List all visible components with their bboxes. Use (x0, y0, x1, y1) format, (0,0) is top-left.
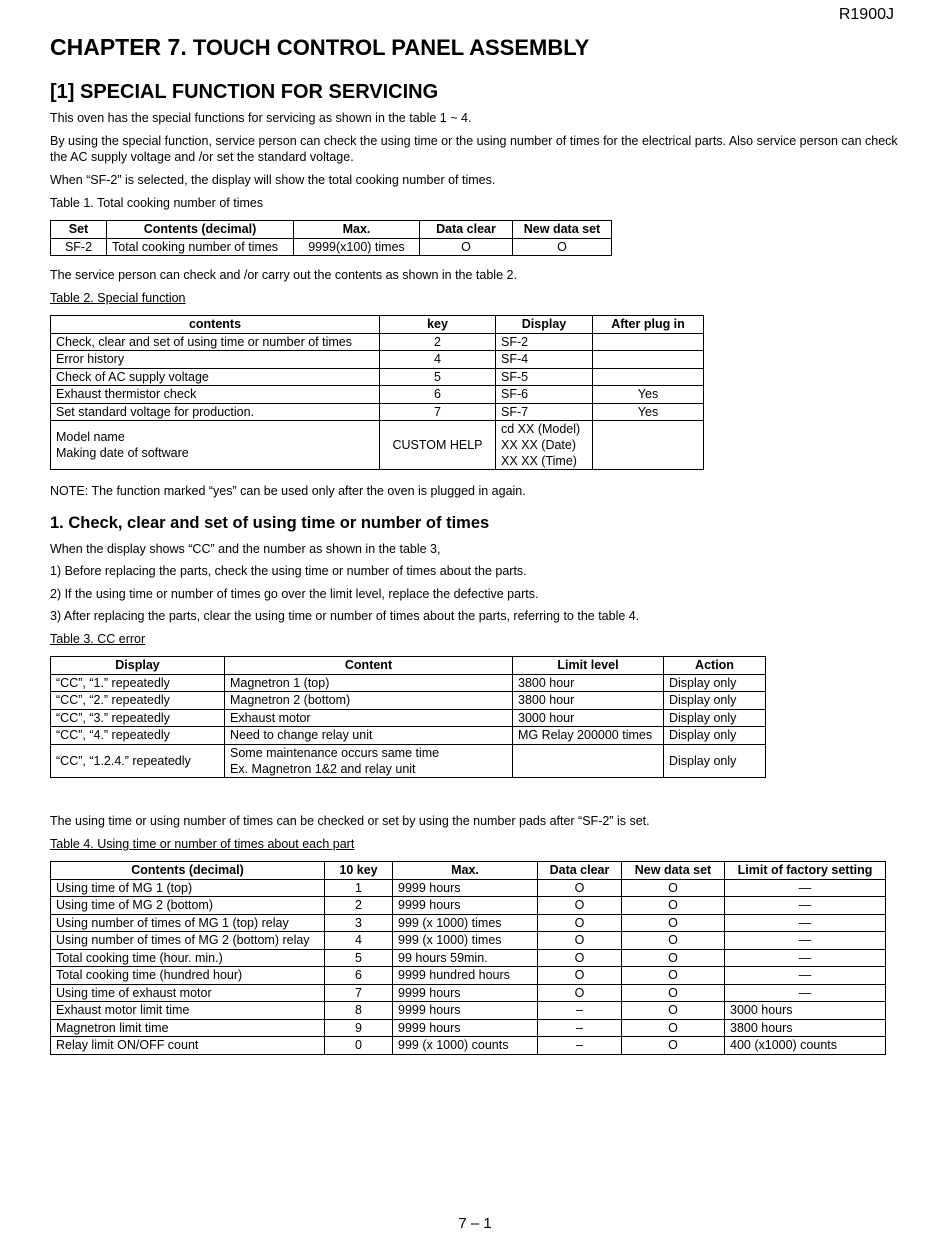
table-cell: Using time of exhaust motor (51, 984, 325, 1002)
table-cell: Magnetron 2 (bottom) (225, 692, 513, 710)
table-cell: “CC”, “3.” repeatedly (51, 709, 225, 727)
model-number: R1900J (838, 6, 894, 23)
table-cell: 1 (325, 879, 393, 897)
table-cell: Magnetron limit time (51, 1019, 325, 1037)
table-cell: 9999 hundred hours (393, 967, 538, 985)
table-cell: MG Relay 200000 times (513, 727, 664, 745)
table-row (51, 1019, 886, 1037)
table-cell: – (538, 1002, 622, 1020)
table-cell (51, 421, 380, 470)
table-cell: 9999 hours (393, 1002, 538, 1020)
table-header-cell: Data clear (538, 862, 622, 880)
cc-step-2: 2) If the using time or number of times go over the limit level, replace the defective parts. (50, 587, 539, 601)
table-header-cell: key (380, 316, 496, 334)
table-header-cell: Max. (294, 221, 420, 239)
table-cell: — (725, 914, 886, 932)
table-cell: O (622, 932, 725, 950)
table3-caption: Table 3. CC error (50, 632, 146, 646)
table-header-cell: Max. (393, 862, 538, 880)
table-row (51, 674, 766, 692)
table-header-cell: Display (51, 657, 225, 675)
table-cell: Yes (593, 386, 704, 404)
cell-line: cd XX (Model) (501, 422, 581, 436)
table-header-cell: Contents (decimal) (51, 862, 325, 880)
table-row (51, 744, 766, 777)
table-row (51, 386, 704, 404)
table-cell: 400 (x1000) counts (725, 1037, 886, 1055)
table2-caption: Table 2. Special function (50, 291, 186, 305)
table-cell: Using number of times of MG 1 (top) relay (51, 914, 325, 932)
table-cell: 999 (x 1000) times (393, 914, 538, 932)
table-header-cell: Content (225, 657, 513, 675)
table-row (51, 949, 886, 967)
table-cell: SF-7 (496, 403, 593, 421)
table-header-cell: Data clear (420, 221, 513, 239)
table-header-row (51, 221, 612, 239)
chapter-title (50, 34, 589, 61)
table-4 (50, 861, 886, 1055)
table-cell (593, 421, 704, 470)
table-header-cell: New data set (622, 862, 725, 880)
table-cell: 6 (325, 967, 393, 985)
table-cell: 7 (380, 403, 496, 421)
table-3 (50, 656, 766, 778)
table-header-cell: Limit level (513, 657, 664, 675)
table1-caption: Table 1. Total cooking number of times (50, 196, 264, 210)
table-cell: “CC”, “1.” repeatedly (51, 674, 225, 692)
table-cell: “CC”, “4.” repeatedly (51, 727, 225, 745)
table-cell: 99 hours 59min. (393, 949, 538, 967)
table-1 (50, 220, 612, 256)
table-cell: SF-6 (496, 386, 593, 404)
table-cell: 7 (325, 984, 393, 1002)
table-row (51, 351, 704, 369)
cc-intro: When the display shows “CC” and the number as shown in the table 3, (50, 542, 441, 556)
table-cell: Relay limit ON/OFF count (51, 1037, 325, 1055)
table-cell (513, 744, 664, 777)
table-cell: O (538, 949, 622, 967)
intro-paragraph-1: This oven has the special functions for servicing as shown in the table 1 ~ 4. (50, 111, 472, 125)
table-cell: O (622, 914, 725, 932)
table4-caption: Table 4. Using time or number of times about each part (50, 837, 355, 851)
table-row (51, 914, 886, 932)
table-cell: 5 (380, 368, 496, 386)
table-cell: Using time of MG 1 (top) (51, 879, 325, 897)
chapter-number: CHAPTER 7. (50, 34, 187, 60)
table-cell: 9999 hours (393, 897, 538, 915)
table-cell: SF-2 (51, 238, 107, 256)
table-cell: SF-4 (496, 351, 593, 369)
table-cell: O (622, 879, 725, 897)
table-row (51, 1002, 886, 1020)
table-header-cell: Display (496, 316, 593, 334)
table-cell: Error history (51, 351, 380, 369)
table-cell: Check, clear and set of using time or number of times (51, 333, 380, 351)
table-cell: Total cooking number of times (107, 238, 294, 256)
cell-line: Making date of software (56, 446, 189, 460)
table-cell: 0 (325, 1037, 393, 1055)
table-cell: O (538, 984, 622, 1002)
table-cell: O (622, 984, 725, 1002)
page-number: 7 – 1 (458, 1215, 492, 1232)
table-cell: Yes (593, 403, 704, 421)
section-heading: [1] SPECIAL FUNCTION FOR SERVICING (50, 81, 439, 103)
table-cell: 9999 hours (393, 1019, 538, 1037)
table-cell: SF-2 (496, 333, 593, 351)
table-cell: 5 (325, 949, 393, 967)
table-header-cell: Limit of factory setting (725, 862, 886, 880)
table2-intro: The service person can check and /or carry out the contents as shown in the table 2. (50, 268, 517, 282)
table-cell: 3 (325, 914, 393, 932)
cell-line: Some maintenance occurs same time (230, 745, 440, 760)
table-cell: 3000 hours (725, 1002, 886, 1020)
table-cell: 8 (325, 1002, 393, 1020)
table-cell: O (538, 914, 622, 932)
table-cell: Using time of MG 2 (bottom) (51, 897, 325, 915)
table-cell: 999 (x 1000) times (393, 932, 538, 950)
table-cell: O (538, 932, 622, 950)
table-cell: Display only (664, 744, 766, 777)
table-cell: Magnetron 1 (top) (225, 674, 513, 692)
table-header-row (51, 862, 886, 880)
table-cell: 2 (380, 333, 496, 351)
cc-step-1: 1) Before replacing the parts, check the using time or number of times about the parts. (50, 564, 527, 578)
table-cell (593, 333, 704, 351)
table-cell (593, 368, 704, 386)
table-cell: 2 (325, 897, 393, 915)
table-header-cell: Action (664, 657, 766, 675)
table-cell: SF-5 (496, 368, 593, 386)
table-cell: 999 (x 1000) counts (393, 1037, 538, 1055)
table-row (51, 333, 704, 351)
cell-line: Model name (56, 430, 125, 444)
table-cell: – (538, 1019, 622, 1037)
table-cell: 6 (380, 386, 496, 404)
table-cell: — (725, 897, 886, 915)
table-cell: — (725, 949, 886, 967)
table-cell: — (725, 984, 886, 1002)
table4-intro: The using time or using number of times can be checked or set by using the number pads after “SF-2” is set. (50, 814, 650, 828)
table-cell: 3000 hour (513, 709, 664, 727)
intro-paragraph-2: By using the special function, service person can check the using time or the using number of times for the electrical parts. Also service person can check the AC supply voltage and /or set the standard voltage. (50, 134, 898, 164)
table-cell: Exhaust thermistor check (51, 386, 380, 404)
table-cell (496, 421, 593, 470)
chapter-title-text: TOUCH CONTROL PANEL ASSEMBLY (192, 35, 590, 60)
table-row (51, 984, 886, 1002)
cell-line: XX XX (Time) (501, 454, 577, 468)
table-row (51, 897, 886, 915)
cell-line: Ex. Magnetron 1&2 and relay unit (230, 761, 416, 776)
table-cell: Exhaust motor (225, 709, 513, 727)
table-cell: O (622, 949, 725, 967)
table-cell: O (420, 238, 513, 256)
table-header-cell: Set (51, 221, 107, 239)
table-cell: O (622, 1002, 725, 1020)
table-cell: 4 (325, 932, 393, 950)
table-row (51, 967, 886, 985)
table-row (51, 421, 704, 470)
table-row (51, 879, 886, 897)
table-cell: O (622, 1019, 725, 1037)
table-row (51, 403, 704, 421)
table-cell: O (622, 967, 725, 985)
table-row (51, 1037, 886, 1055)
table-cell: — (725, 932, 886, 950)
note: NOTE: The function marked “yes” can be used only after the oven is plugged in again. (50, 484, 526, 498)
table-cell: Using number of times of MG 2 (bottom) relay (51, 932, 325, 950)
table-cell: – (538, 1037, 622, 1055)
subsection-heading: 1. Check, clear and set of using time or number of times (50, 514, 490, 532)
table-cell: O (622, 1037, 725, 1055)
intro-paragraph-3: When “SF-2” is selected, the display will show the total cooking number of times. (50, 173, 496, 187)
table-cell: O (538, 897, 622, 915)
table-header-cell: 10 key (325, 862, 393, 880)
table-cell: 3800 hours (725, 1019, 886, 1037)
cc-step-3: 3) After replacing the parts, clear the using time or number of times about the parts, referring to the table 4. (50, 609, 640, 623)
table-cell: Set standard voltage for production. (51, 403, 380, 421)
table-cell: — (725, 879, 886, 897)
table-cell: “CC”, “2.” repeatedly (51, 692, 225, 710)
table-cell: O (513, 238, 612, 256)
table-cell: Total cooking time (hundred hour) (51, 967, 325, 985)
table-cell: — (725, 967, 886, 985)
table-header-cell: contents (51, 316, 380, 334)
table-row (51, 368, 704, 386)
table-cell: Display only (664, 727, 766, 745)
table-header-cell: After plug in (593, 316, 704, 334)
table-header-cell: Contents (decimal) (107, 221, 294, 239)
table-cell: Display only (664, 674, 766, 692)
table-cell: O (538, 967, 622, 985)
table-cell: Display only (664, 692, 766, 710)
table-row (51, 727, 766, 745)
table-2 (50, 315, 704, 470)
cell-line: XX XX (Date) (501, 438, 577, 452)
table-cell: CUSTOM HELP (380, 421, 496, 470)
table-cell: 3800 hour (513, 674, 664, 692)
table-header-cell: New data set (513, 221, 612, 239)
table-cell: Need to change relay unit (225, 727, 513, 745)
table-cell: 9 (325, 1019, 393, 1037)
table-cell: O (622, 897, 725, 915)
table-row (51, 932, 886, 950)
table-row (51, 709, 766, 727)
table-row (51, 238, 612, 256)
table-cell: “CC”, “1.2.4.” repeatedly (51, 744, 225, 777)
table-cell: 9999 hours (393, 879, 538, 897)
table-cell (593, 351, 704, 369)
table-cell: 4 (380, 351, 496, 369)
table-cell: 3800 hour (513, 692, 664, 710)
table-cell (225, 744, 513, 777)
table-cell: O (538, 879, 622, 897)
table-cell: Exhaust motor limit time (51, 1002, 325, 1020)
table-cell: Total cooking time (hour. min.) (51, 949, 325, 967)
table-cell: 9999(x100) times (294, 238, 420, 256)
table-row (51, 692, 766, 710)
table-cell: 9999 hours (393, 984, 538, 1002)
table-header-row (51, 657, 766, 675)
table-cell: Display only (664, 709, 766, 727)
table-header-row (51, 316, 704, 334)
table-cell: Check of AC supply voltage (51, 368, 380, 386)
